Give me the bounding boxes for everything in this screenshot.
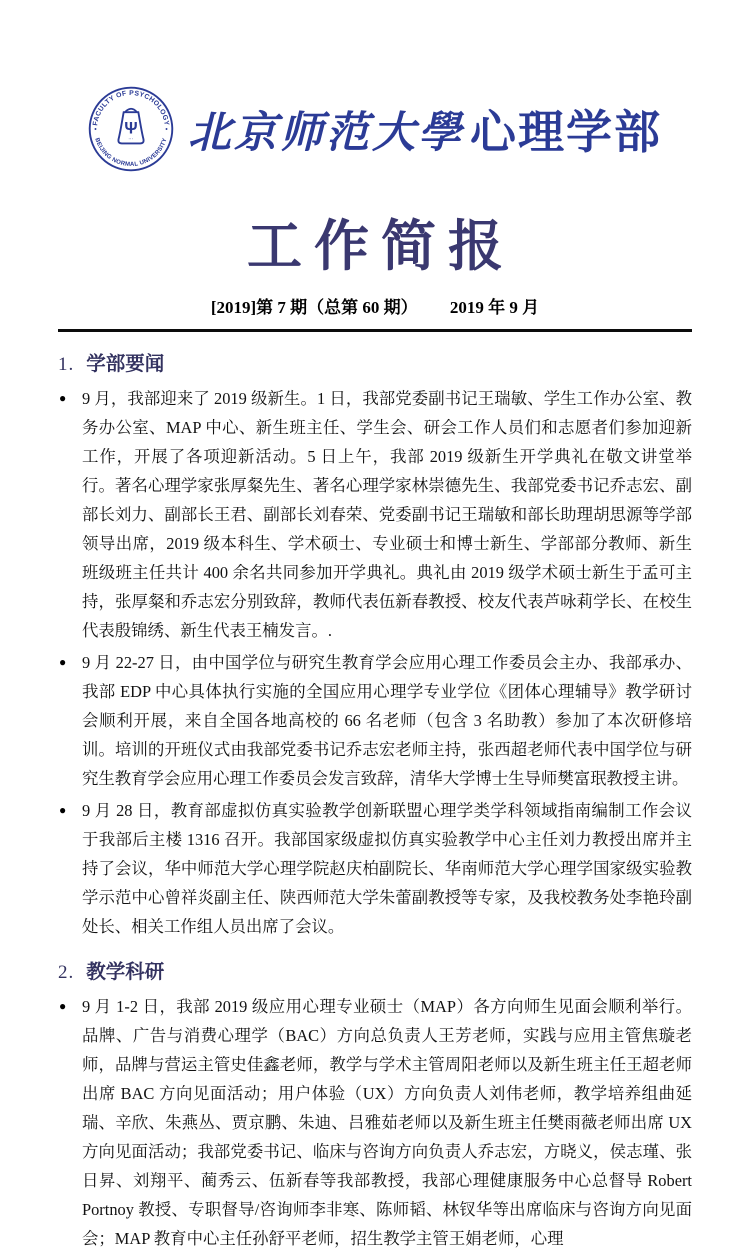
issue-number: [2019]第 7 期（总第 60 期） bbox=[210, 297, 418, 317]
seal-bell-emblem bbox=[118, 109, 143, 144]
teaching-research-list bbox=[58, 992, 692, 1253]
section-title: 学部要闻 bbox=[86, 352, 165, 375]
letterhead bbox=[0, 0, 750, 172]
seal-inner-ornament: ··· bbox=[128, 136, 134, 141]
brand-wordmark bbox=[188, 96, 662, 162]
section-heading-faculty-news bbox=[58, 348, 692, 376]
faculty-news-list bbox=[58, 384, 692, 941]
seal-top-text: FACULTY OF PSYCHOLOGY bbox=[92, 89, 170, 127]
bulletin-title: 工作简报 bbox=[246, 216, 515, 277]
news-item: ● 9 月 1-2 日，我部 2019 级应用心理专业硕士（MAP）各方向师生见面会顺利举行。品牌、广告与消费心理学（BAC）方向总负责人王芳老师，实践与应用主管焦璇老师，品牌与营运主管史佳鑫老师，教学与学术主管周阳老师以及新生班主任王超老师出席 BAC 方向见面活动；用户体验（UX）方向负责人刘伟老师，教学培养组曲延瑞、辛欣、朱燕丛、贾京鹏、朱迪、吕雅茹老师以及新生班主任樊雨薇老师出席 UX 方向见面活动；我部党委书记、临床与咨询方向负责人乔志宏，方晓义，侯志瑾、张日昇、刘翔平、蔺秀云、伍新春等我部教授，我部心理健康服务中心总督导 Robert Portnoy 教授、专职督导/咨询师李非寒、陈师韬、林钗华等出席临床与咨询方向见面会；MAP 教育中心主任孙舒平老师，招生教学主管王娟老师，心理 bbox=[58, 992, 692, 1253]
seal-bottom-text: BEIJING NORMAL UNIVERSITY bbox=[93, 137, 169, 169]
psi-symbol: Ψ bbox=[124, 119, 138, 138]
section-heading-teaching-research bbox=[58, 956, 692, 984]
section-number: 2. bbox=[58, 961, 75, 983]
news-item: ● 9 月 22-27 日，由中国学位与研究生教育学会应用心理工作委员会主办、我部承办、我部 EDP 中心具体执行实施的全国应用心理学专业学位《团体心理辅导》教学研讨会顺利开展，来自全国各地高校的 66 名老师（包含 3 名助教）参加了本次研修培训。培训的开班仪式由我部党委书记乔志宏老师主持，张西超老师代表中国学位与研究生教育学会应用心理工作委员会发言致辞，清华大学博士生导师樊富珉教授主讲。 bbox=[58, 648, 692, 793]
section-number: 1. bbox=[58, 353, 75, 375]
section-faculty-news bbox=[58, 348, 692, 941]
university-name: 北京师范大學 bbox=[188, 107, 464, 158]
section-title: 教学科研 bbox=[86, 960, 165, 983]
university-seal-logo bbox=[88, 86, 174, 172]
issue-date: 2019 年 9 月 bbox=[449, 297, 540, 317]
issue-info bbox=[0, 293, 750, 318]
seal-left-dot-ornament bbox=[95, 128, 97, 130]
section-teaching-research bbox=[58, 956, 692, 1253]
news-item: ● 9 月 28 日，教育部虚拟仿真实验教学创新联盟心理学类学科领域指南编制工作会议于我部后主楼 1316 召开。我部国家级虚拟仿真实验教学中心主任刘力教授出席并主持了会议，华中师范大学心理学院赵庆柏副院长、华南师范大学心理学国家级实验教学示范中心曾祥炎副主任、陕西师范大学朱蕾副教授等专家，及我校教务处李艳玲副处长、相关工作组人员出席了会议。 bbox=[58, 796, 692, 941]
seal-right-dot-ornament bbox=[166, 128, 168, 130]
news-item: ● 9 月，我部迎来了 2019 级新生。1 日，我部党委副书记王瑞敏、学生工作办公室、教务办公室、MAP 中心、新生班主任、学生会、研会工作人员们和志愿者们参加迎新工作，开展了各项迎新活动。5 日上午，我部 2019 级新生开学典礼在敬文讲堂举行。著名心理学家张厚粲先生、著名心理学家林崇德先生、我部党委书记乔志宏、副部长刘力、副部长王君、副部长刘春荣、党委副书记王瑞敏和部长助理胡思源等学部领导出席，2019 级本科生、学术硕士、专业硕士和博士新生、学部部分教师、新生班级班主任共计 400 余名共同参加开学典礼。典礼由 2019 级学术硕士新生于孟可主持，张厚粲和乔志宏分别致辞，教师代表伍新春教授、校友代表芦咏莉学长、在校生代表殷锦绣、新生代表王楠发言。. bbox=[58, 384, 692, 645]
bulletin-body bbox=[0, 332, 750, 1253]
faculty-name: 心理学部 bbox=[470, 105, 662, 159]
